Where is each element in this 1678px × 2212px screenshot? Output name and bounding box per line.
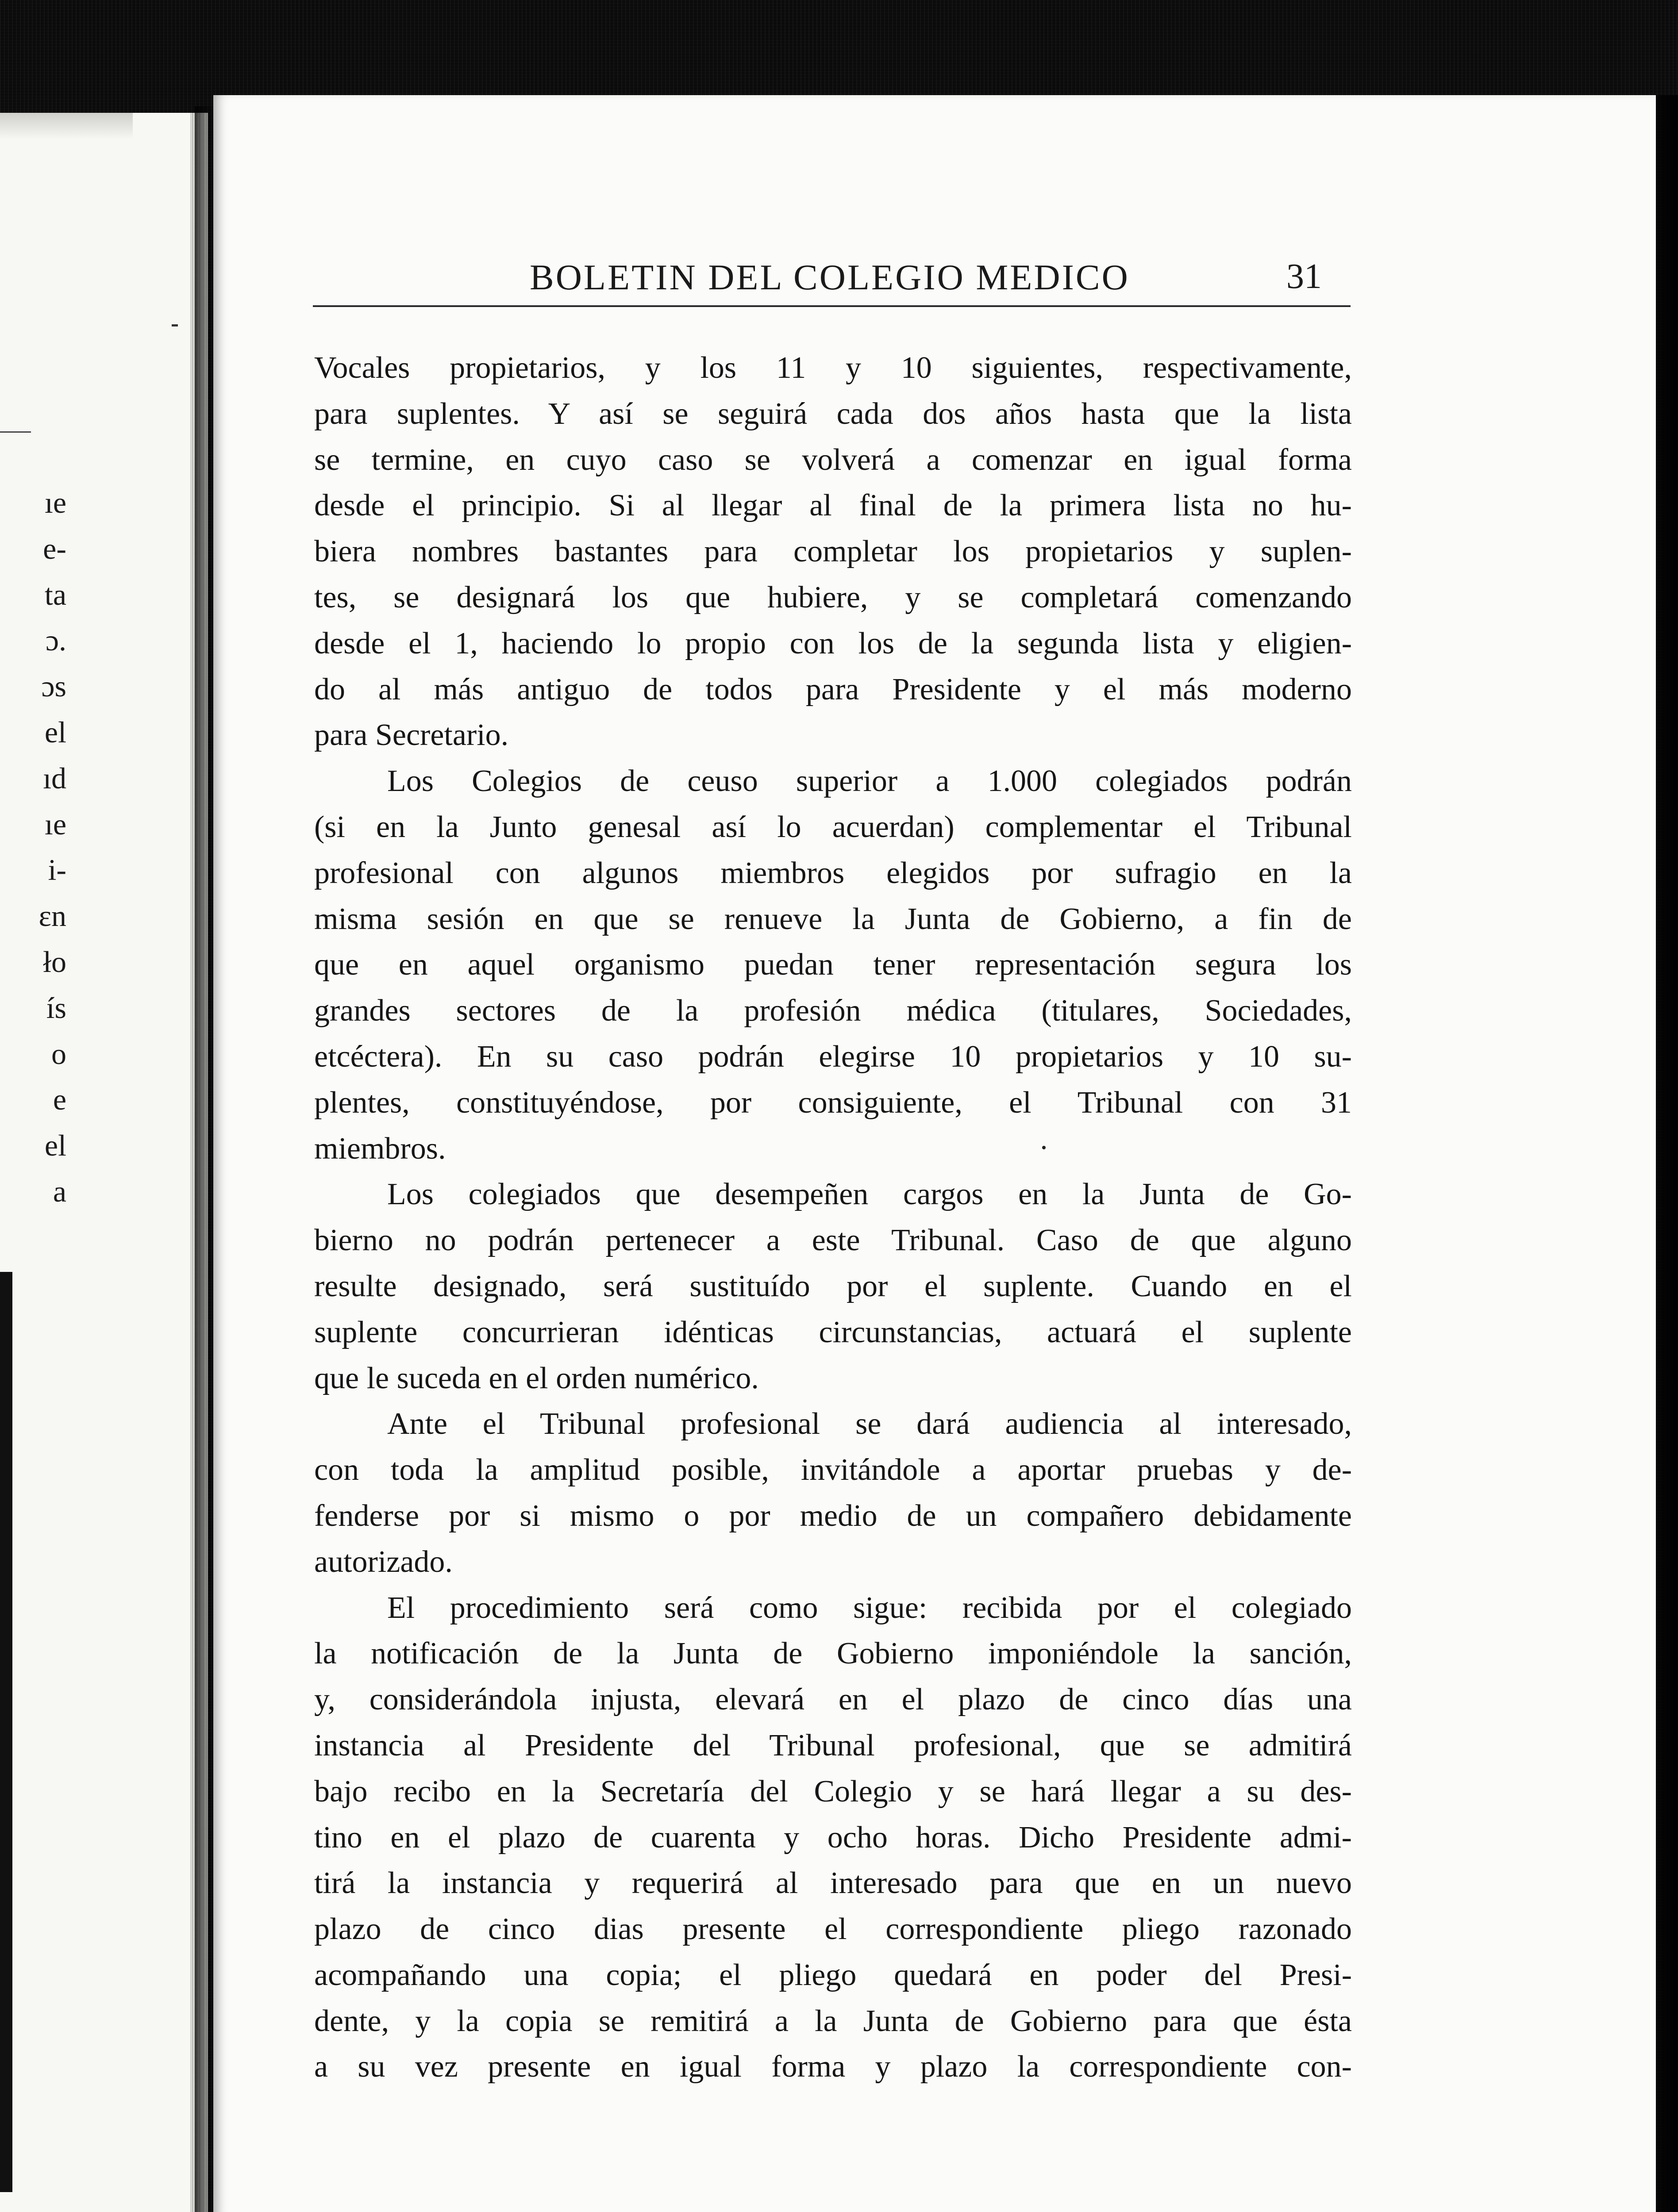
left-page-fragment: ło: [43, 945, 66, 979]
text-line: miembros.: [314, 1131, 446, 1166]
left-page-fragment: ɔs: [41, 669, 66, 703]
stray-mark: [172, 324, 178, 326]
left-page-fragment: ís: [46, 991, 66, 1025]
left-page-fragment: ıd: [43, 761, 66, 795]
text-line: bierno no podrán pertenecer a este Tribunal. Caso de que alguno: [314, 1223, 1352, 1258]
text-line: tino en el plazo de cuarenta y ocho horas. Dicho Presidente admi-: [314, 1820, 1352, 1855]
text-line: plazo de cinco dias presente el correspondiente pliego razonado: [314, 1912, 1352, 1947]
text-line: misma sesión en que se renueve la Junta de Gobierno, a fin de: [314, 902, 1352, 936]
running-head: [313, 248, 1348, 310]
text-line: autorizado.: [314, 1544, 453, 1579]
text-line: desde el principio. Si al llegar al final de la primera lista no hu-: [314, 488, 1352, 523]
left-page-fragment: i-: [48, 853, 66, 887]
page-smudge: [0, 113, 133, 139]
text-line: Los colegiados que desempeñen cargos en la Junta de Go-: [387, 1177, 1352, 1212]
text-line: plentes, constituyéndose, por consiguiente, el Tribunal con 31: [314, 1085, 1352, 1120]
stray-dot: [1042, 1146, 1046, 1149]
left-page-fragment: ɔ.: [45, 623, 66, 657]
text-line: Los Colegios de ceuso superior a 1.000 colegiados podrán: [387, 764, 1352, 799]
text-line: resulte designado, será sustituído por el suplente. Cuando en el: [314, 1269, 1352, 1303]
text-line: El procedimiento será como sigue: recibida por el colegiado: [387, 1590, 1352, 1625]
text-line: grandes sectores de la profesión médica (titulares, Sociedades,: [314, 994, 1352, 1028]
text-line: que le suceda en el orden numérico.: [314, 1361, 759, 1395]
text-line: se termine, en cuyo caso se volverá a comenzar en igual forma: [314, 442, 1352, 477]
text-line: desde el 1, haciendo lo propio con los de la segunda lista y eligien-: [314, 626, 1352, 661]
text-line: do al más antiguo de todos para Presidente y el más moderno: [314, 672, 1352, 707]
left-page-dark-strip: [0, 1272, 12, 2192]
text-line: tirá la instancia y requerirá al interesado para que en un nuevo: [314, 1866, 1352, 1901]
text-line: para Secretario.: [314, 718, 509, 753]
left-page-fragment: el: [44, 715, 66, 749]
left-page-fragment: el: [44, 1129, 66, 1163]
text-line: Ante el Tribunal profesional se dará audiencia al interesado,: [387, 1407, 1352, 1441]
page-right-edge-shadow: [1656, 95, 1678, 2212]
left-page-fragment: a: [53, 1174, 66, 1208]
left-page-fragment: ɛn: [38, 899, 66, 933]
left-page-fragment: ta: [44, 577, 66, 611]
text-line: la notificación de la Junta de Gobierno imponiéndole la sanción,: [314, 1636, 1352, 1671]
header-rule: [313, 305, 1351, 307]
text-line: dente, y la copia se remitirá a la Junta de Gobierno para que ésta: [314, 2004, 1352, 2038]
left-facing-page: [0, 113, 208, 2212]
text-line: (si en la Junto genesal así lo acuerdan) complementar el Tribunal: [314, 810, 1352, 844]
left-page-fragment: e: [53, 1083, 66, 1117]
text-line: tes, se designará los que hubiere, y se completará comenzando: [314, 580, 1352, 614]
text-line: para suplentes. Y así se seguirá cada dos años hasta que la lista: [314, 396, 1352, 431]
left-page-fragment: e-: [43, 531, 66, 565]
text-line: y, considerándola injusta, elevará en el plazo de cinco días una: [314, 1682, 1352, 1717]
page-number: 31: [1286, 257, 1322, 296]
text-line: acompañando una copia; el pliego quedará en poder del Presi-: [314, 1958, 1352, 1992]
text-line: suplente concurrieran idénticas circunstancias, actuará el suplente: [314, 1315, 1352, 1349]
text-line: bajo recibo en la Secretaría del Colegio y se hará llegar a su des-: [314, 1774, 1352, 1809]
text-line: a su vez presente en igual forma y plazo la correspondiente con-: [314, 2050, 1352, 2084]
running-title: BOLETIN DEL COLEGIO MEDICO: [530, 257, 1130, 297]
left-page-rule: [0, 431, 31, 433]
text-line: que en aquel organismo puedan tener representación segura los: [314, 948, 1352, 982]
text-line: fenderse por si mismo o por medio de un compañero debidamente: [314, 1498, 1352, 1533]
left-page-fragment: ıe: [44, 807, 66, 841]
text-line: etcéctera). En su caso podrán elegirse 10 propietarios y 10 su-: [314, 1039, 1352, 1074]
text-line: profesional con algunos miembros elegidos por sufragio en la: [314, 856, 1352, 890]
left-page-fragment: ıe: [44, 486, 66, 519]
text-line: biera nombres bastantes para completar los propietarios y suplen-: [314, 534, 1352, 569]
left-page-text-fragments: [0, 480, 66, 1215]
left-page-fragment: o: [51, 1037, 66, 1071]
body-text: [314, 345, 1352, 2090]
text-line: Vocales propietarios, y los 11 y 10 siguientes, respectivamente,: [314, 351, 1352, 385]
text-line: instancia al Presidente del Tribunal profesional, que se admitirá: [314, 1728, 1352, 1763]
text-line: con toda la amplitud posible, invitándole a aportar pruebas y de-: [314, 1453, 1352, 1487]
